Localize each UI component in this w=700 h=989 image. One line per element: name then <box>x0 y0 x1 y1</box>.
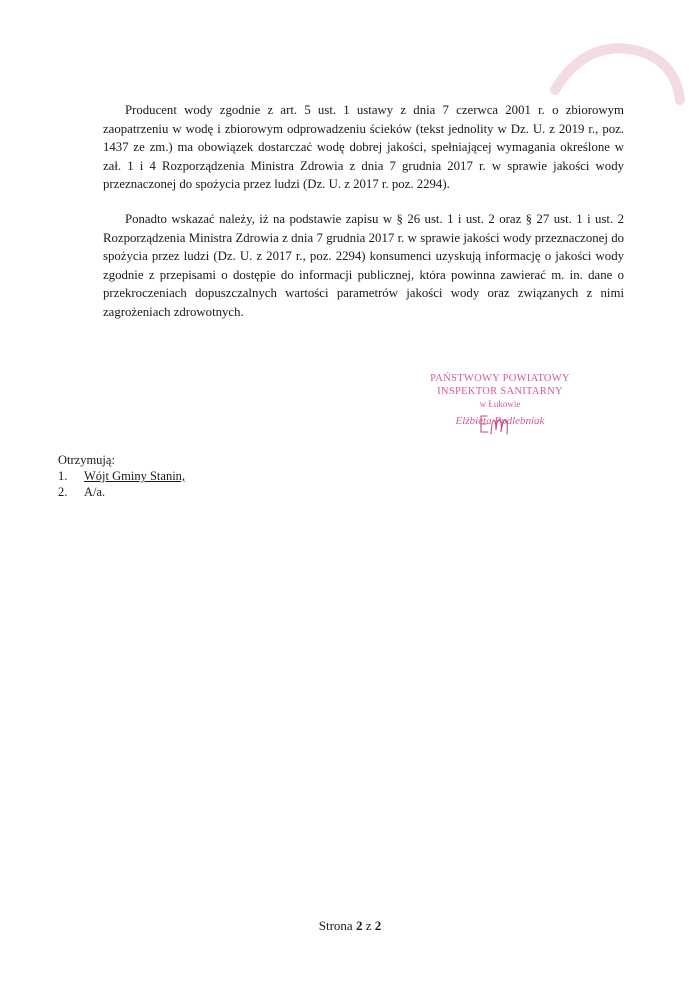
list-item-number: 2. <box>58 485 68 499</box>
footer-page: 2 <box>355 918 363 933</box>
faint-stamp-mark <box>545 30 685 110</box>
stamp-line-location: w Łukowie <box>479 399 521 409</box>
recipients-header: Otrzymują: <box>58 453 115 467</box>
footer-prefix: Strona <box>318 918 353 933</box>
stamp-line-title: PAŃSTWOWY POWIATOWY <box>430 373 570 384</box>
list-item-number: 1. <box>58 469 68 483</box>
list-item <box>58 468 185 484</box>
paragraph-water-producer-obligation: Producent wody zgodnie z art. 5 ust. 1 ustawy z dnia 7 czerwca 2001 r. o zbiorowym zaopatrzeniu w wodę i zbiorowym odprowadzeniu ścieków (tekst jednolity w Dz. U. z 2019 r., poz. 1437 ze zm.) ma obowiązek dostarczać wodę dobrej jakości, spełniającej wymagania określone w zał. 1 i 4 Rozporządzenia Ministra Zdrowia z dnia 7 grudnia 2017 r. w sprawie jakości wody przeznaczonej do spożycia przez ludzi (Dz. U. z 2017 r. poz. 2294). <box>103 103 624 191</box>
recipients-list <box>58 452 185 500</box>
handwritten-signature <box>477 412 517 438</box>
footer-sep: z <box>365 918 372 933</box>
paragraph-consumer-information: Ponadto wskazać należy, iż na podstawie zapisu w § 26 ust. 1 i ust. 2 oraz § 27 ust. 1 i ust. 2 Rozporządzenia Ministra Zdrowia z dnia 7 grudnia 2017 r. w sprawie jakości wody przeznaczonej do spożycia przez ludzi (Dz. U. z 2017 r., poz. 2294) konsumenci uzyskują informację o jakości wody zgodnie z przepisami o dostępie do informacji publicznej, która powinna zawierać m. in. dane o przekroczeniach dopuszczalnych wartości parametrów jakości wody oraz związanych z nimi zagrożeniach zdrowotnych. <box>103 212 624 319</box>
list-item-text: Wójt Gminy Stanin, <box>84 469 186 483</box>
page-number-footer <box>0 918 700 934</box>
list-item <box>58 484 185 500</box>
stamp-line-name: Elżbieta Podlebniak <box>455 415 545 427</box>
list-item-text: A/a. <box>84 485 106 499</box>
footer-total: 2 <box>374 918 382 933</box>
stamp-line-inspector: INSPEKTOR SANITARNY <box>437 386 563 397</box>
